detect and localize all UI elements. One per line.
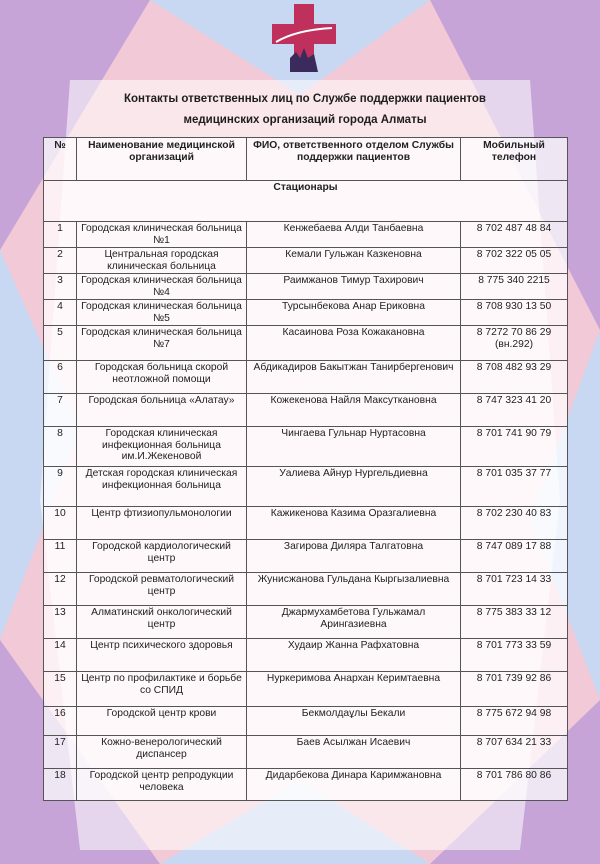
phone-number: 8 702 230 40 83 <box>461 507 568 540</box>
phone-number: 8 708 482 93 29 <box>461 361 568 394</box>
responsible-person: Нуркеримова Анархан Керимтаевна <box>247 672 461 707</box>
organization-name: Детская городская клиническая инфекционная больница <box>77 467 247 507</box>
phone-number: 8 747 323 41 20 <box>461 394 568 427</box>
responsible-person: Загирова Диляра Талгатовна <box>247 540 461 573</box>
responsible-person: Касаинова Роза Кожакановна <box>247 326 461 361</box>
responsible-person: Кожекенова Найля Максуткановна <box>247 394 461 427</box>
phone-number: 8 701 773 33 59 <box>461 639 568 672</box>
header-mobile-phone: Мобильный телефон <box>461 138 568 181</box>
row-number: 14 <box>44 639 77 672</box>
phone-number: 8 708 930 13 50 <box>461 300 568 326</box>
responsible-person: Баев Асылжан Исаевич <box>247 736 461 769</box>
phone-number: 8 775 383 33 12 <box>461 606 568 639</box>
row-number: 9 <box>44 467 77 507</box>
table-row <box>44 427 568 467</box>
table-row <box>44 707 568 736</box>
row-number: 3 <box>44 274 77 300</box>
organization-name: Городской центр крови <box>77 707 247 736</box>
row-number: 5 <box>44 326 77 361</box>
logo-cross-icon <box>266 4 342 72</box>
row-number: 13 <box>44 606 77 639</box>
row-number: 4 <box>44 300 77 326</box>
responsible-person: Турсынбекова Анар Ериковна <box>247 300 461 326</box>
row-number: 12 <box>44 573 77 606</box>
table-row <box>44 540 568 573</box>
phone-number: 8 702 322 05 05 <box>461 248 568 274</box>
organization-name: Городской кардиологический центр <box>77 540 247 573</box>
table-row <box>44 467 568 507</box>
header-organization: Наименование медицинской организаций <box>77 138 247 181</box>
table-row <box>44 736 568 769</box>
phone-number: 8 701 786 80 86 <box>461 769 568 801</box>
organization-name: Городская клиническая больница №5 <box>77 300 247 326</box>
phone-number: 8 7272 70 86 29 (вн.292) <box>461 326 568 361</box>
organization-name: Центр психического здоровья <box>77 639 247 672</box>
table-row <box>44 326 568 361</box>
organization-name: Городская клиническая больница №1 <box>77 222 247 248</box>
responsible-person: Абдикадиров Бакытжан Танирбергенович <box>247 361 461 394</box>
phone-number: 8 701 739 92 86 <box>461 672 568 707</box>
table-row <box>44 769 568 801</box>
section-row <box>44 181 568 222</box>
table-row <box>44 606 568 639</box>
header-responsible-person: ФИО, ответственного отделом Службы поддержки пациентов <box>247 138 461 181</box>
row-number: 15 <box>44 672 77 707</box>
row-number: 7 <box>44 394 77 427</box>
table-row <box>44 394 568 427</box>
row-number: 11 <box>44 540 77 573</box>
organization-name: Городской ревматологический центр <box>77 573 247 606</box>
section-title: Стационары <box>44 181 568 222</box>
page-title <box>60 89 550 131</box>
row-number: 8 <box>44 427 77 467</box>
responsible-person: Бекмолдаұлы Бекали <box>247 707 461 736</box>
title-line-2: медицинских организаций города Алматы <box>183 114 427 126</box>
phone-number: 8 701 035 37 77 <box>461 467 568 507</box>
responsible-person: Кемали Гульжан Казкеновна <box>247 248 461 274</box>
responsible-person: Худаир Жанна Рафхатовна <box>247 639 461 672</box>
row-number: 1 <box>44 222 77 248</box>
row-number: 10 <box>44 507 77 540</box>
organization-name: Городская клиническая больница №7 <box>77 326 247 361</box>
table-row <box>44 361 568 394</box>
phone-number: 8 775 340 2215 <box>461 274 568 300</box>
title-line-1: Контакты ответственных лиц по Службе поддержки пациентов <box>124 93 486 105</box>
phone-number: 8 775 672 94 98 <box>461 707 568 736</box>
table-row <box>44 248 568 274</box>
table-row <box>44 274 568 300</box>
phone-number: 8 701 723 14 33 <box>461 573 568 606</box>
responsible-person: Кенжебаева Алди Танбаевна <box>247 222 461 248</box>
table-row <box>44 639 568 672</box>
responsible-person: Дидарбекова Динара Каримжановна <box>247 769 461 801</box>
phone-number: 8 747 089 17 88 <box>461 540 568 573</box>
organization-name: Алматинский онкологический центр <box>77 606 247 639</box>
organization-name: Центр фтизиопульмонологии <box>77 507 247 540</box>
responsible-person: Кажикенова Казима Оразгалиевна <box>247 507 461 540</box>
row-number: 17 <box>44 736 77 769</box>
responsible-person: Чингаева Гульнар Нуртасовна <box>247 427 461 467</box>
phone-number: 8 707 634 21 33 <box>461 736 568 769</box>
row-number: 18 <box>44 769 77 801</box>
responsible-person: Уалиева Айнур Нургельдиевна <box>247 467 461 507</box>
organization-name: Городская клиническая инфекционная больница им.И.Жекеновой <box>77 427 247 467</box>
responsible-person: Жунисжанова Гульдана Кыргызалиевна <box>247 573 461 606</box>
organization-name: Кожно-венерологический диспансер <box>77 736 247 769</box>
row-number: 6 <box>44 361 77 394</box>
table-row <box>44 573 568 606</box>
organization-name: Городская клиническая больница №4 <box>77 274 247 300</box>
table-row <box>44 507 568 540</box>
table-row <box>44 300 568 326</box>
table-row <box>44 672 568 707</box>
table-row <box>44 222 568 248</box>
organization-name: Городская больница «Алатау» <box>77 394 247 427</box>
organization-name: Городской центр репродукции человека <box>77 769 247 801</box>
organization-name: Центр по профилактике и борьбе со СПИД <box>77 672 247 707</box>
responsible-person: Джармухамбетова Гульжамал Арингазиевна <box>247 606 461 639</box>
contacts-table <box>43 137 568 801</box>
row-number: 16 <box>44 707 77 736</box>
responsible-person: Раимжанов Тимур Тахирович <box>247 274 461 300</box>
organization-name: Центральная городская клиническая больница <box>77 248 247 274</box>
header-number: № <box>44 138 77 181</box>
phone-number: 8 702 487 48 84 <box>461 222 568 248</box>
row-number: 2 <box>44 248 77 274</box>
phone-number: 8 701 741 90 79 <box>461 427 568 467</box>
table-header-row <box>44 138 568 181</box>
organization-name: Городская больница скорой неотложной помощи <box>77 361 247 394</box>
